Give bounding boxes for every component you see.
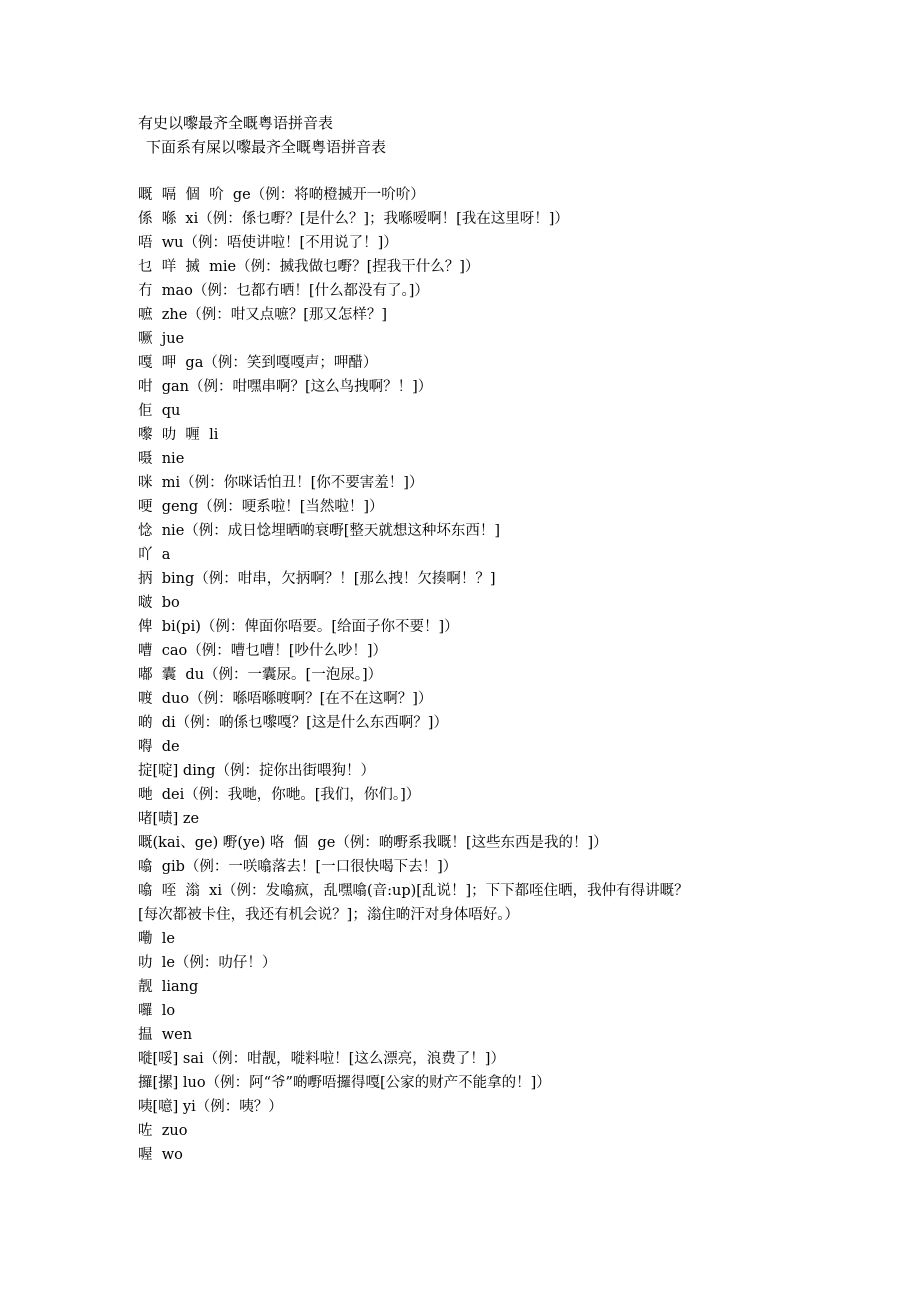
pinyin-entry-list bbox=[138, 183, 698, 1167]
pinyin-entry: 乜 咩 搣 mie（例：搣我做乜嘢？[捏我干什么？]） bbox=[138, 259, 480, 275]
pinyin-entry: 係 喺 xi（例：係乜嘢？[是什么？]；我喺嗳啊！[我在这里呀！]） bbox=[138, 211, 569, 227]
pinyin-entry: 咗 zuo bbox=[138, 1123, 188, 1139]
pinyin-entry: 攞[摞] luo（例：阿“爷”啲嘢唔攞得嘎[公家的财产不能拿的！]） bbox=[138, 1075, 551, 1091]
pinyin-entry: 喔 wo bbox=[138, 1147, 183, 1163]
pinyin-entry: 抦 bing（例：咁串，欠抦啊？！[那么拽！欠揍啊！？] bbox=[138, 571, 496, 587]
pinyin-entry: 惗 nie（例：成日惗埋晒啲衰嘢[整天就想这种坏东西！] bbox=[138, 523, 501, 539]
pinyin-entry: 靓 liang bbox=[138, 979, 199, 995]
pinyin-entry: 噏 咥 滃 xi（例：发噏疯，乱嘿噏(音:up)[乱说！]；下下都咥住晒，我仲有得讲嘅？[每次都被卡住，我还有机会说？]；滃住啲汗对身体唔好。） bbox=[138, 883, 689, 923]
pinyin-entry: 嘎 呷 ga（例：笑到嘎嘎声；呷醋） bbox=[138, 355, 378, 371]
pinyin-entry: 嘚 de bbox=[138, 739, 180, 755]
pinyin-entry: 哋 dei（例：我哋，你哋。[我们，你们。]） bbox=[138, 787, 421, 803]
pinyin-entry: 嘞 le bbox=[138, 931, 175, 947]
document-page bbox=[138, 111, 698, 1167]
pinyin-entry: 嚟 叻 喱 li bbox=[138, 427, 219, 443]
pinyin-entry: 啫[啧] ze bbox=[138, 811, 200, 827]
pinyin-entry: 咦[噫] yi（例：咦？） bbox=[138, 1099, 283, 1115]
pinyin-entry: 噘 jue bbox=[138, 331, 185, 347]
pinyin-entry: 囉 lo bbox=[138, 1003, 176, 1019]
pinyin-entry: 唔 wu（例：唔使讲啦！[不用说了！]） bbox=[138, 235, 398, 251]
pinyin-entry: 佢 qu bbox=[138, 403, 181, 419]
pinyin-entry: 嗫 nie bbox=[138, 451, 185, 467]
pinyin-entry: 冇 mao（例：乜都冇晒！[什么都没有了。]） bbox=[138, 283, 429, 299]
pinyin-entry: 咁 gan（例：咁嘿串啊？[这么鸟拽啊？！]） bbox=[138, 379, 433, 395]
pinyin-entry: 哽 geng（例：哽系啦！[当然啦！]） bbox=[138, 499, 384, 515]
pinyin-entry: 嘅 嗝 個 吤 ge（例：将啲橙搣开一吤吤） bbox=[138, 187, 425, 203]
pinyin-entry: 俾 bi(pi)（例：俾面你唔要。[给面子你不要！]） bbox=[138, 619, 459, 635]
pinyin-entry: 嘈 cao（例：嘈乜嘈！[吵什么吵！]） bbox=[138, 643, 388, 659]
document-title: 有史以嚟最齐全嘅粤语拼音表 bbox=[138, 114, 334, 132]
pinyin-entry: 嗻 zhe（例：咁又点嗻？[那又怎样？] bbox=[138, 307, 388, 323]
pinyin-entry: 喥 duo（例：喺唔喺喥啊？[在不在这啊？]） bbox=[138, 691, 433, 707]
document-subtitle: 下面系有屎以嚟最齐全嘅粤语拼音表 bbox=[146, 138, 387, 156]
pinyin-entry: 揾 wen bbox=[138, 1027, 193, 1043]
pinyin-entry: 啲 di（例：啲係乜嚟嘎？[这是什么东西啊？]） bbox=[138, 715, 448, 731]
pinyin-entry: 嘥[哸] sai（例：咁靓，嘥料啦！[这么漂亮，浪费了！]） bbox=[138, 1051, 505, 1067]
pinyin-entry: 噏 gib（例：一咲噏落去！[一口很快喝下去！]） bbox=[138, 859, 458, 875]
pinyin-entry: 掟[啶] ding（例：掟你出街喂狗！） bbox=[138, 763, 375, 779]
pinyin-entry: 吖 a bbox=[138, 547, 171, 563]
pinyin-entry: 咪 mi（例：你咪话怕丑！[你不要害羞！]） bbox=[138, 475, 424, 491]
pinyin-entry: 嘅(kai、ge) 嘢(ye) 咯 個 ge（例：啲嘢系我嘅！[这些东西是我的！]） bbox=[138, 835, 608, 851]
pinyin-entry: 叻 le（例：叻仔！） bbox=[138, 955, 277, 971]
pinyin-entry: 嘟 囊 du（例：一囊尿。[一泡尿。]） bbox=[138, 667, 383, 683]
pinyin-entry: 啵 bo bbox=[138, 595, 180, 611]
